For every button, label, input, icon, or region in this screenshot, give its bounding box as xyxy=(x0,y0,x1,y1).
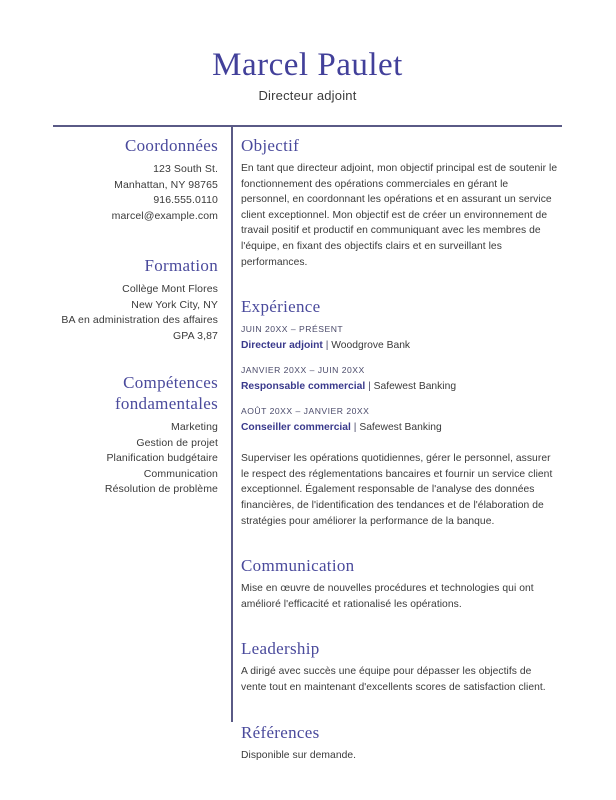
sidebar-column xyxy=(32,135,218,498)
experience-heading: Expérience xyxy=(241,297,321,317)
skill-item: Marketing xyxy=(170,421,218,433)
communication-heading: Communication xyxy=(241,556,355,576)
education-school: Collège Mont Flores xyxy=(122,283,218,295)
skill-item: Résolution de problème xyxy=(104,483,218,495)
skills-heading-line1: Compétences xyxy=(123,373,218,392)
objective-body: En tant que directeur adjoint, mon objectif principal est de soutenir le fonctionnement des opérations commerciales en gérant le personnel, en coordonnant les opérations et en assurant un service client exceptionnel. Mon objectif est de créer un environnement de travail positif et productif en communiquant avec les membres de l'équipe, en fixant des objectifs clairs et en surveillant les performances. xyxy=(241,163,558,268)
experience-dates: JANVIER 20XX – JUIN 20XX xyxy=(241,365,365,376)
leadership-section xyxy=(241,638,559,695)
header-divider xyxy=(53,125,562,127)
main-column xyxy=(241,135,559,763)
header-subtitle: Directeur adjoint xyxy=(258,88,357,103)
spacer-leadership xyxy=(241,612,559,638)
references-body: Disponible sur demande. xyxy=(241,749,357,761)
skills-section xyxy=(32,372,218,498)
references-section xyxy=(241,722,559,764)
contact-email: marcel@example.com xyxy=(111,209,218,222)
column-divider xyxy=(231,126,233,722)
experience-role: Responsable commercial xyxy=(241,381,366,393)
skill-item: Gestion de projet xyxy=(136,436,218,449)
experience-separator: | xyxy=(353,422,357,434)
experience-role: Directeur adjoint xyxy=(241,340,323,352)
spacer-experience-description xyxy=(241,435,559,451)
spacer-skills xyxy=(32,344,218,372)
experience-description: Superviser les opérations quotidiennes, gérer le personnel, assurer le respect des réglementations bancaires et fournir un service client exceptionnel. Également responsable de l'analyse des données financières, de l'identification des tendances et de l'élaboration de stratégies pour améliorer la performance de la banque. xyxy=(241,453,553,527)
experience-company: Woodgrove Bank xyxy=(331,340,411,352)
contact-heading: Coordonnées xyxy=(124,136,218,155)
leadership-body: A dirigé avec succès une équipe pour dépasser les objectifs de vente tout en maintenant d'excellents scores de satisfaction client. xyxy=(241,666,546,693)
communication-body: Mise en œuvre de nouvelles procédures et technologies qui ont amélioré l'efficacité et rationalisé les opérations. xyxy=(241,583,534,610)
education-degree: BA en administration des affaires xyxy=(61,314,218,326)
education-section xyxy=(32,255,218,344)
experience-entry xyxy=(241,323,559,353)
spacer-references xyxy=(241,696,559,722)
experience-separator: | xyxy=(368,381,371,393)
contact-phone: 916.555.0110 xyxy=(153,194,218,206)
contact-section xyxy=(32,135,218,224)
experience-role-line xyxy=(241,379,559,394)
education-location: New York City, NY xyxy=(131,298,218,311)
experience-role-line xyxy=(241,420,559,435)
leadership-heading: Leadership xyxy=(241,639,320,659)
education-gpa: GPA 3,87 xyxy=(173,329,218,342)
contact-address: 123 South St. xyxy=(153,163,218,175)
communication-section xyxy=(241,555,559,612)
skills-heading-line2: fondamentales xyxy=(114,394,218,413)
skill-item: Communication xyxy=(143,467,218,480)
experience-entry xyxy=(241,405,559,435)
objective-heading: Objectif xyxy=(241,136,300,155)
page-title: Marcel Paulet xyxy=(212,47,403,83)
experience-company: Safewest Banking xyxy=(359,422,442,434)
spacer-experience xyxy=(241,270,559,296)
experience-entry xyxy=(241,364,559,394)
experience-company: Safewest Banking xyxy=(373,381,457,393)
spacer-communication xyxy=(241,529,559,555)
education-heading: Formation xyxy=(144,256,218,275)
experience-role: Conseiller commercial xyxy=(241,422,351,434)
experience-section xyxy=(241,296,559,529)
experience-dates: AOÛT 20XX – JANVIER 20XX xyxy=(241,406,370,417)
spacer-formation xyxy=(32,224,218,255)
skill-item: Planification budgétaire xyxy=(106,452,218,464)
experience-dates: JUIN 20XX – PRÉSENT xyxy=(241,324,344,335)
objective-section xyxy=(241,135,559,270)
experience-role-line xyxy=(241,338,559,353)
resume-header xyxy=(53,46,562,104)
contact-city: Manhattan, NY 98765 xyxy=(114,178,218,191)
references-heading: Références xyxy=(241,722,320,742)
experience-separator: | xyxy=(325,340,329,352)
